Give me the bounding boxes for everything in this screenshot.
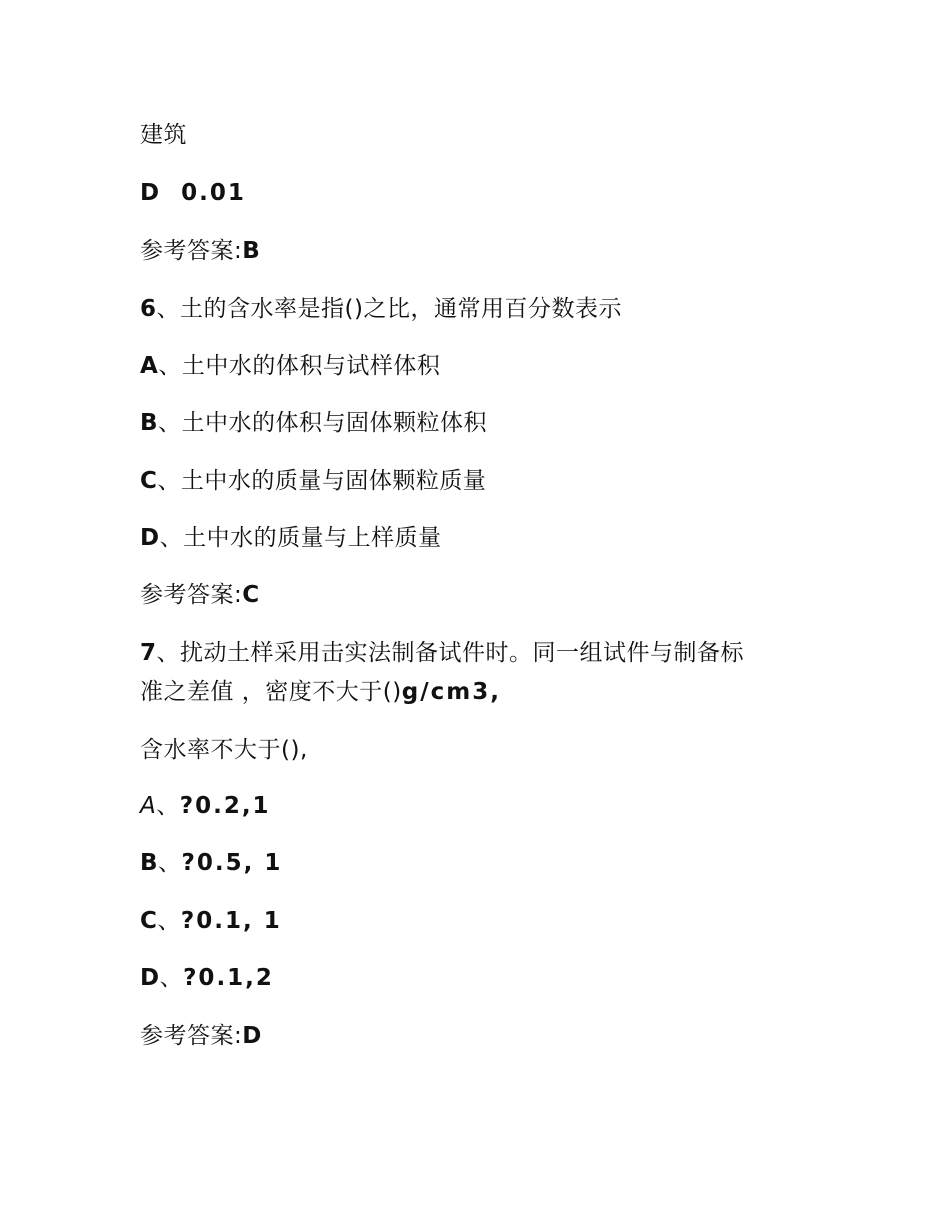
q6-option-d-text: 、土中水的质量与上样质量 — [159, 525, 442, 551]
q7-option-b-text: ?0.5, 1 — [181, 850, 283, 876]
q7-option-a — [140, 791, 271, 821]
q6-option-a-text: 、土中水的体积与试样体积 — [158, 353, 441, 379]
q5-answer-prefix: 参考答案: — [140, 238, 243, 264]
q7-option-d-text: ?0.1,2 — [183, 965, 274, 991]
q6-option-d-letter: D — [140, 525, 160, 551]
q7-stem-line3 — [140, 735, 308, 765]
q7-stem-line1 — [140, 638, 744, 668]
q7-option-a-letter: A — [140, 793, 157, 819]
q7-option-b-sep: 、 — [158, 850, 182, 876]
q5-continuation — [140, 120, 187, 150]
q6-stem-text: 、土的含水率是指()之比，通常用百分数表示 — [156, 296, 622, 322]
q7-stem-line2-unit: g/cm3, — [401, 679, 501, 705]
q6-option-c-letter: C — [140, 468, 158, 494]
q6-stem — [140, 294, 622, 324]
q6-answer — [140, 580, 260, 610]
q7-option-b — [140, 848, 282, 878]
q6-answer-value: C — [242, 582, 260, 608]
q5-option-d-value: 0.01 — [181, 180, 246, 206]
q7-stem-line2-text: 准之差值 ，密度不大于() — [140, 679, 402, 705]
q7-stem-line3-text: 含水率不大于(), — [140, 737, 308, 763]
q7-option-d-letter: D — [140, 965, 160, 991]
q6-option-c-text: 、土中水的质量与固体颗粒质量 — [157, 468, 487, 494]
q7-option-c-text: ?0.1, 1 — [180, 908, 282, 934]
q7-option-c — [140, 906, 282, 936]
q7-number: 7 — [140, 640, 157, 666]
q7-answer-prefix: 参考答案: — [140, 1023, 243, 1049]
q6-option-b — [140, 408, 487, 438]
q5-answer-value: B — [242, 238, 261, 264]
q7-option-b-letter: B — [140, 850, 159, 876]
q7-answer-value: D — [242, 1023, 262, 1049]
q6-option-c — [140, 466, 486, 496]
q7-option-c-sep: 、 — [157, 908, 181, 934]
q6-option-d — [140, 523, 442, 553]
q6-number: 6 — [140, 296, 157, 322]
q7-stem-line2 — [140, 677, 501, 707]
q6-option-b-text: 、土中水的体积与固体颗粒体积 — [158, 410, 488, 436]
q7-option-c-letter: C — [140, 908, 158, 934]
q6-option-a — [140, 351, 440, 381]
q5-option-d — [140, 178, 246, 208]
q5-option-d-letter: D — [140, 180, 162, 206]
q7-option-d — [140, 963, 274, 993]
q5-answer — [140, 236, 260, 266]
q7-answer — [140, 1021, 262, 1051]
q7-stem-line1-text: 、扰动土样采用击实法制备试件时。同一组试件与制备标 — [156, 640, 745, 666]
q6-answer-prefix: 参考答案: — [140, 582, 243, 608]
q6-option-b-letter: B — [140, 410, 159, 436]
q7-option-a-sep: 、 — [156, 793, 180, 819]
q6-option-a-letter: A — [140, 353, 159, 379]
q5-continuation-text: 建筑 — [140, 122, 187, 148]
q7-option-a-text: ?0.2,1 — [179, 793, 271, 819]
q7-option-d-sep: 、 — [159, 965, 184, 991]
